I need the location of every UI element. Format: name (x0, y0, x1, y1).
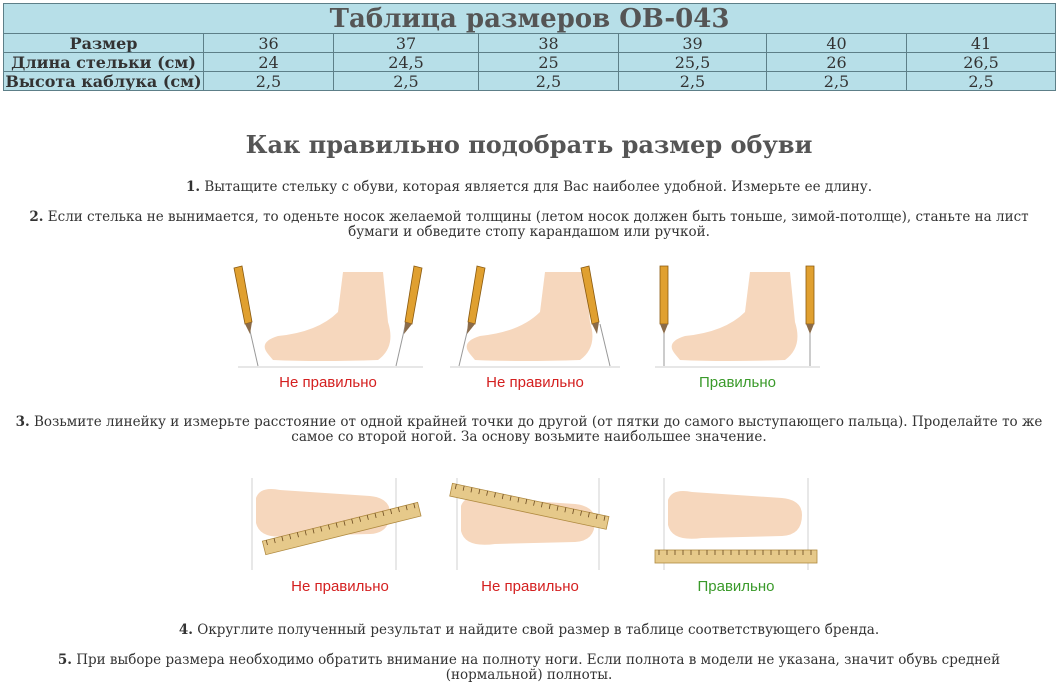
ruler-illustration-wrong-1 (250, 478, 430, 598)
step-text: Вытащите стельку с обуви, которая является для Вас наиболее удобной. Измерьте ее длину. (204, 179, 873, 195)
foot-ruler-icon (652, 478, 820, 573)
heel-height-cell: 2,5 (479, 72, 619, 91)
ruler-illustration-right (652, 478, 820, 598)
foot-ruler-icon (445, 478, 615, 573)
size-row (4, 34, 1056, 53)
heel-height-cell: 2,5 (619, 72, 767, 91)
step-number: 5. (57, 652, 72, 668)
size-cell: 37 (334, 34, 479, 53)
step-1 (10, 180, 1048, 195)
size-table (3, 3, 1056, 91)
insole-length-row (4, 53, 1056, 72)
size-cell: 39 (619, 34, 767, 53)
insole-length-cell: 25 (479, 53, 619, 72)
size-cell: 36 (204, 34, 334, 53)
step-3 (10, 415, 1048, 445)
step-text: Округлите полученный результат и найдите свой размер в таблице соответствующего бренда. (197, 622, 880, 638)
heel-height-cell: 2,5 (204, 72, 334, 91)
step-number: 1. (185, 179, 201, 195)
caption-wrong: Не правильно (481, 578, 579, 595)
caption-wrong: Не правильно (486, 374, 584, 391)
insole-length-cell: 26,5 (907, 53, 1056, 72)
insole-length-cell: 24,5 (334, 53, 479, 72)
step-number: 3. (15, 414, 30, 430)
pencil-illustration-wrong-1 (228, 262, 428, 397)
foot-pencil-icon (445, 262, 625, 374)
step-5 (10, 653, 1048, 683)
heel-height-label: Высота каблука (см) (5, 71, 202, 91)
pencil-illustration-wrong-2 (445, 262, 625, 397)
caption-wrong: Не правильно (291, 578, 389, 595)
size-table-title-row (4, 4, 1056, 34)
insole-length-label: Длина стельки (см) (4, 53, 204, 72)
guide-heading: Как правильно подобрать размер обуви (245, 130, 813, 159)
insole-length-cell: 26 (767, 53, 907, 72)
insole-length-cell: 25,5 (619, 53, 767, 72)
heel-height-cell: 2,5 (334, 72, 479, 91)
step-2 (10, 210, 1048, 240)
foot-ruler-icon (250, 478, 430, 573)
size-cell: 40 (767, 34, 907, 53)
step-text: Возьмите линейку и измерьте расстояние от одной крайней точки до другой (от пятки до самого выступающего пальца). Проделайте то же самое со второй ногой. За основу возьмите наибольшее значение. (34, 414, 1043, 445)
caption-right: Правильно (697, 578, 775, 595)
pencil-illustration-right (650, 262, 825, 397)
insole-length-cell: 24 (204, 53, 334, 72)
ruler-illustration-wrong-2 (445, 478, 615, 598)
foot-pencil-icon (650, 262, 825, 374)
step-text: При выборе размера необходимо обратить внимание на полноту ноги. Если полнота в модели не указана, значит обувь средней (нормальной) полноты. (76, 652, 1001, 683)
heel-height-row (4, 72, 1056, 91)
step-number: 4. (178, 622, 193, 638)
step-text: Если стелька не вынимается, то оденьте носок желаемой толщины (летом носок должен быть тоньше, зимой-потолще), станьте на лист бумаги и обведите стопу карандашом или ручкой. (47, 209, 1029, 240)
step-4 (10, 623, 1048, 638)
size-row-label: Размер (4, 34, 204, 53)
step-number: 2. (29, 209, 44, 225)
caption-right: Правильно (698, 374, 776, 391)
heel-height-cell: 2,5 (907, 72, 1056, 91)
caption-wrong: Не правильно (279, 374, 377, 391)
foot-pencil-icon (228, 262, 428, 374)
size-table-title: Таблица размеров OB-043 (4, 4, 1056, 34)
heel-height-cell: 2,5 (767, 72, 907, 91)
size-cell: 41 (907, 34, 1056, 53)
size-cell: 38 (479, 34, 619, 53)
